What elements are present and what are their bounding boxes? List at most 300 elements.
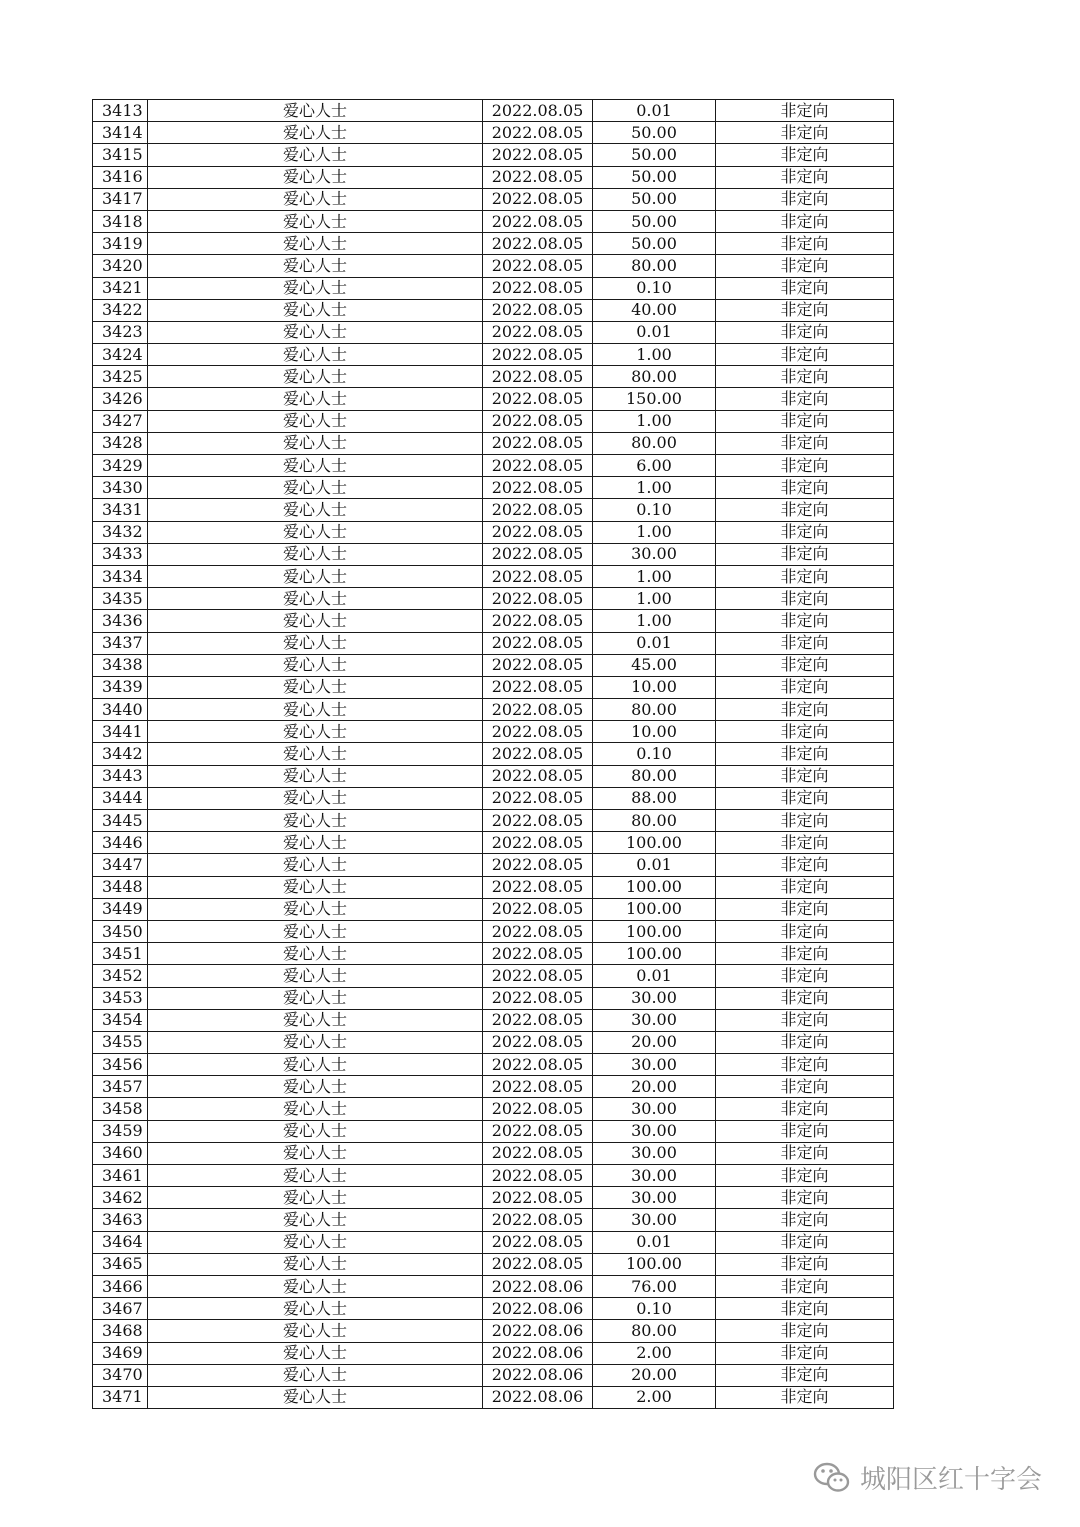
cell-date: 2022.08.05 [483,1142,593,1164]
cell-amount: 100.00 [593,943,716,965]
cell-amount: 80.00 [593,366,716,388]
cell-date: 2022.08.05 [483,255,593,277]
cell-amount: 76.00 [593,1275,716,1297]
cell-type: 非定向 [716,1298,894,1320]
cell-number: 3427 [93,410,148,432]
cell-type: 非定向 [716,100,894,122]
donation-table-body [93,100,894,1409]
cell-donor: 爱心人士 [148,987,483,1009]
cell-amount: 45.00 [593,654,716,676]
cell-amount: 1.00 [593,410,716,432]
table-row [93,432,894,454]
cell-donor: 爱心人士 [148,499,483,521]
cell-amount: 0.01 [593,100,716,122]
table-row [93,410,894,432]
cell-type: 非定向 [716,543,894,565]
cell-amount: 150.00 [593,388,716,410]
cell-type: 非定向 [716,943,894,965]
cell-type: 非定向 [716,832,894,854]
cell-date: 2022.08.06 [483,1298,593,1320]
cell-number: 3437 [93,632,148,654]
cell-type: 非定向 [716,366,894,388]
table-row [93,1009,894,1031]
cell-donor: 爱心人士 [148,455,483,477]
table-row [93,1031,894,1053]
cell-date: 2022.08.05 [483,1165,593,1187]
cell-donor: 爱心人士 [148,787,483,809]
table-row [93,920,894,942]
cell-number: 3417 [93,188,148,210]
cell-type: 非定向 [716,410,894,432]
cell-date: 2022.08.05 [483,1076,593,1098]
cell-donor: 爱心人士 [148,699,483,721]
cell-type: 非定向 [716,987,894,1009]
wechat-icon [812,1461,852,1495]
table-row [93,144,894,166]
cell-amount: 30.00 [593,1120,716,1142]
cell-date: 2022.08.05 [483,1031,593,1053]
table-row [93,676,894,698]
cell-number: 3443 [93,765,148,787]
cell-donor: 爱心人士 [148,1031,483,1053]
cell-amount: 30.00 [593,1165,716,1187]
cell-date: 2022.08.05 [483,1009,593,1031]
cell-amount: 30.00 [593,987,716,1009]
cell-number: 3464 [93,1231,148,1253]
cell-date: 2022.08.05 [483,920,593,942]
cell-date: 2022.08.05 [483,144,593,166]
cell-amount: 100.00 [593,876,716,898]
table-row [93,721,894,743]
cell-date: 2022.08.05 [483,987,593,1009]
cell-donor: 爱心人士 [148,432,483,454]
cell-date: 2022.08.05 [483,455,593,477]
cell-donor: 爱心人士 [148,321,483,343]
cell-date: 2022.08.05 [483,876,593,898]
cell-donor: 爱心人士 [148,233,483,255]
cell-date: 2022.08.05 [483,832,593,854]
cell-donor: 爱心人士 [148,854,483,876]
cell-type: 非定向 [716,255,894,277]
cell-date: 2022.08.05 [483,1187,593,1209]
table-row [93,255,894,277]
cell-amount: 100.00 [593,1253,716,1275]
cell-donor: 爱心人士 [148,1364,483,1386]
table-row [93,832,894,854]
table-row [93,632,894,654]
cell-donor: 爱心人士 [148,810,483,832]
table-row [93,787,894,809]
table-row [93,654,894,676]
cell-date: 2022.08.05 [483,1098,593,1120]
cell-date: 2022.08.05 [483,721,593,743]
cell-date: 2022.08.05 [483,410,593,432]
cell-number: 3430 [93,477,148,499]
cell-amount: 0.10 [593,1298,716,1320]
cell-number: 3467 [93,1298,148,1320]
table-row [93,1142,894,1164]
cell-date: 2022.08.05 [483,1209,593,1231]
cell-donor: 爱心人士 [148,1142,483,1164]
cell-amount: 0.10 [593,743,716,765]
cell-type: 非定向 [716,810,894,832]
cell-type: 非定向 [716,144,894,166]
cell-amount: 100.00 [593,832,716,854]
cell-donor: 爱心人士 [148,588,483,610]
cell-number: 3428 [93,432,148,454]
cell-date: 2022.08.06 [483,1342,593,1364]
cell-donor: 爱心人士 [148,1298,483,1320]
cell-amount: 30.00 [593,1098,716,1120]
cell-amount: 10.00 [593,676,716,698]
cell-type: 非定向 [716,1231,894,1253]
table-row [93,277,894,299]
cell-date: 2022.08.05 [483,210,593,232]
cell-amount: 80.00 [593,432,716,454]
cell-number: 3471 [93,1386,148,1408]
cell-donor: 爱心人士 [148,100,483,122]
cell-amount: 50.00 [593,122,716,144]
cell-number: 3459 [93,1120,148,1142]
cell-number: 3435 [93,588,148,610]
table-row [93,299,894,321]
cell-amount: 20.00 [593,1364,716,1386]
cell-date: 2022.08.05 [483,943,593,965]
table-row [93,610,894,632]
cell-type: 非定向 [716,876,894,898]
cell-amount: 30.00 [593,1142,716,1164]
cell-type: 非定向 [716,1253,894,1275]
cell-type: 非定向 [716,1165,894,1187]
table-row [93,455,894,477]
cell-amount: 40.00 [593,299,716,321]
cell-number: 3446 [93,832,148,854]
cell-number: 3434 [93,565,148,587]
cell-number: 3436 [93,610,148,632]
table-row [93,965,894,987]
cell-type: 非定向 [716,388,894,410]
cell-amount: 30.00 [593,1187,716,1209]
cell-number: 3454 [93,1009,148,1031]
cell-donor: 爱心人士 [148,654,483,676]
cell-type: 非定向 [716,1098,894,1120]
watermark [812,1459,1042,1496]
table-row [93,1187,894,1209]
cell-amount: 30.00 [593,543,716,565]
cell-type: 非定向 [716,1320,894,1342]
cell-type: 非定向 [716,610,894,632]
cell-number: 3422 [93,299,148,321]
cell-amount: 20.00 [593,1031,716,1053]
cell-date: 2022.08.05 [483,499,593,521]
cell-donor: 爱心人士 [148,632,483,654]
table-row [93,366,894,388]
cell-type: 非定向 [716,1009,894,1031]
cell-type: 非定向 [716,166,894,188]
cell-number: 3456 [93,1054,148,1076]
cell-number: 3431 [93,499,148,521]
cell-number: 3463 [93,1209,148,1231]
cell-donor: 爱心人士 [148,122,483,144]
table-row [93,1165,894,1187]
table-row [93,588,894,610]
cell-type: 非定向 [716,122,894,144]
cell-number: 3413 [93,100,148,122]
cell-date: 2022.08.05 [483,588,593,610]
table-row [93,1231,894,1253]
cell-number: 3452 [93,965,148,987]
table-row [93,210,894,232]
cell-amount: 0.01 [593,965,716,987]
cell-type: 非定向 [716,765,894,787]
cell-number: 3438 [93,654,148,676]
cell-date: 2022.08.06 [483,1386,593,1408]
cell-type: 非定向 [716,1386,894,1408]
cell-number: 3424 [93,344,148,366]
cell-donor: 爱心人士 [148,765,483,787]
table-row [93,1364,894,1386]
cell-donor: 爱心人士 [148,166,483,188]
cell-type: 非定向 [716,787,894,809]
cell-donor: 爱心人士 [148,366,483,388]
cell-amount: 30.00 [593,1209,716,1231]
cell-number: 3460 [93,1142,148,1164]
cell-type: 非定向 [716,676,894,698]
cell-amount: 0.10 [593,499,716,521]
cell-date: 2022.08.05 [483,388,593,410]
cell-number: 3441 [93,721,148,743]
table-row [93,876,894,898]
table-row [93,233,894,255]
cell-type: 非定向 [716,721,894,743]
cell-number: 3450 [93,920,148,942]
cell-number: 3445 [93,810,148,832]
table-row [93,100,894,122]
cell-type: 非定向 [716,854,894,876]
cell-date: 2022.08.05 [483,366,593,388]
cell-type: 非定向 [716,1120,894,1142]
table-row [93,1120,894,1142]
cell-type: 非定向 [716,455,894,477]
table-row [93,166,894,188]
cell-amount: 50.00 [593,233,716,255]
cell-donor: 爱心人士 [148,1165,483,1187]
cell-donor: 爱心人士 [148,1342,483,1364]
cell-amount: 80.00 [593,810,716,832]
cell-number: 3414 [93,122,148,144]
cell-donor: 爱心人士 [148,388,483,410]
cell-donor: 爱心人士 [148,832,483,854]
cell-amount: 30.00 [593,1054,716,1076]
cell-amount: 6.00 [593,455,716,477]
cell-amount: 1.00 [593,521,716,543]
cell-amount: 80.00 [593,765,716,787]
table-row [93,943,894,965]
cell-type: 非定向 [716,1364,894,1386]
table-row [93,521,894,543]
cell-type: 非定向 [716,188,894,210]
cell-number: 3457 [93,1076,148,1098]
cell-donor: 爱心人士 [148,299,483,321]
cell-type: 非定向 [716,1187,894,1209]
cell-date: 2022.08.05 [483,100,593,122]
table-row [93,898,894,920]
cell-date: 2022.08.05 [483,610,593,632]
cell-number: 3423 [93,321,148,343]
cell-amount: 20.00 [593,1076,716,1098]
cell-date: 2022.08.05 [483,1231,593,1253]
cell-amount: 50.00 [593,188,716,210]
cell-donor: 爱心人士 [148,521,483,543]
table-row [93,122,894,144]
cell-amount: 30.00 [593,1009,716,1031]
cell-donor: 爱心人士 [148,1209,483,1231]
cell-type: 非定向 [716,565,894,587]
cell-number: 3466 [93,1275,148,1297]
cell-donor: 爱心人士 [148,965,483,987]
table-row [93,543,894,565]
cell-donor: 爱心人士 [148,1054,483,1076]
cell-type: 非定向 [716,432,894,454]
cell-type: 非定向 [716,210,894,232]
cell-date: 2022.08.05 [483,543,593,565]
cell-date: 2022.08.06 [483,1364,593,1386]
cell-number: 3415 [93,144,148,166]
cell-number: 3426 [93,388,148,410]
cell-date: 2022.08.05 [483,743,593,765]
cell-donor: 爱心人士 [148,277,483,299]
cell-donor: 爱心人士 [148,1386,483,1408]
cell-donor: 爱心人士 [148,676,483,698]
cell-type: 非定向 [716,920,894,942]
cell-type: 非定向 [716,632,894,654]
cell-type: 非定向 [716,499,894,521]
table-row [93,1275,894,1297]
cell-amount: 100.00 [593,920,716,942]
cell-amount: 50.00 [593,166,716,188]
cell-number: 3442 [93,743,148,765]
cell-donor: 爱心人士 [148,344,483,366]
table-row [93,765,894,787]
table-row [93,1098,894,1120]
cell-amount: 2.00 [593,1386,716,1408]
cell-number: 3429 [93,455,148,477]
cell-number: 3419 [93,233,148,255]
cell-type: 非定向 [716,898,894,920]
table-row [93,188,894,210]
cell-number: 3416 [93,166,148,188]
cell-type: 非定向 [716,277,894,299]
cell-donor: 爱心人士 [148,610,483,632]
cell-donor: 爱心人士 [148,565,483,587]
cell-type: 非定向 [716,1142,894,1164]
cell-type: 非定向 [716,743,894,765]
cell-number: 3462 [93,1187,148,1209]
table-row [93,1054,894,1076]
cell-number: 3444 [93,787,148,809]
table-row [93,1076,894,1098]
cell-number: 3433 [93,543,148,565]
table-row [93,1342,894,1364]
cell-amount: 50.00 [593,210,716,232]
cell-type: 非定向 [716,1342,894,1364]
cell-date: 2022.08.05 [483,277,593,299]
table-row [93,321,894,343]
cell-type: 非定向 [716,233,894,255]
cell-number: 3421 [93,277,148,299]
cell-type: 非定向 [716,588,894,610]
cell-donor: 爱心人士 [148,255,483,277]
cell-date: 2022.08.05 [483,787,593,809]
table-row [93,344,894,366]
cell-amount: 80.00 [593,699,716,721]
cell-number: 3432 [93,521,148,543]
cell-number: 3439 [93,676,148,698]
cell-number: 3465 [93,1253,148,1275]
cell-number: 3440 [93,699,148,721]
cell-amount: 1.00 [593,610,716,632]
cell-donor: 爱心人士 [148,188,483,210]
cell-date: 2022.08.05 [483,632,593,654]
table-row [93,477,894,499]
cell-date: 2022.08.05 [483,344,593,366]
cell-donor: 爱心人士 [148,876,483,898]
cell-type: 非定向 [716,521,894,543]
cell-amount: 88.00 [593,787,716,809]
cell-amount: 80.00 [593,255,716,277]
cell-amount: 100.00 [593,898,716,920]
cell-amount: 0.01 [593,1231,716,1253]
cell-donor: 爱心人士 [148,1187,483,1209]
cell-date: 2022.08.05 [483,233,593,255]
cell-donor: 爱心人士 [148,1320,483,1342]
cell-amount: 0.01 [593,632,716,654]
cell-number: 3448 [93,876,148,898]
table-row [93,987,894,1009]
cell-type: 非定向 [716,344,894,366]
cell-donor: 爱心人士 [148,210,483,232]
cell-date: 2022.08.05 [483,299,593,321]
cell-date: 2022.08.05 [483,854,593,876]
cell-amount: 0.10 [593,277,716,299]
cell-donor: 爱心人士 [148,743,483,765]
cell-type: 非定向 [716,1076,894,1098]
cell-date: 2022.08.05 [483,122,593,144]
cell-date: 2022.08.05 [483,1253,593,1275]
cell-donor: 爱心人士 [148,144,483,166]
cell-number: 3425 [93,366,148,388]
cell-donor: 爱心人士 [148,543,483,565]
cell-type: 非定向 [716,321,894,343]
cell-type: 非定向 [716,1054,894,1076]
table-row [93,499,894,521]
cell-type: 非定向 [716,965,894,987]
cell-donor: 爱心人士 [148,721,483,743]
cell-donor: 爱心人士 [148,410,483,432]
cell-number: 3468 [93,1320,148,1342]
cell-type: 非定向 [716,1275,894,1297]
cell-donor: 爱心人士 [148,1098,483,1120]
cell-date: 2022.08.05 [483,166,593,188]
cell-donor: 爱心人士 [148,1009,483,1031]
cell-date: 2022.08.05 [483,1120,593,1142]
cell-date: 2022.08.05 [483,654,593,676]
cell-date: 2022.08.05 [483,477,593,499]
cell-number: 3461 [93,1165,148,1187]
cell-type: 非定向 [716,1209,894,1231]
cell-donor: 爱心人士 [148,1253,483,1275]
cell-number: 3469 [93,1342,148,1364]
